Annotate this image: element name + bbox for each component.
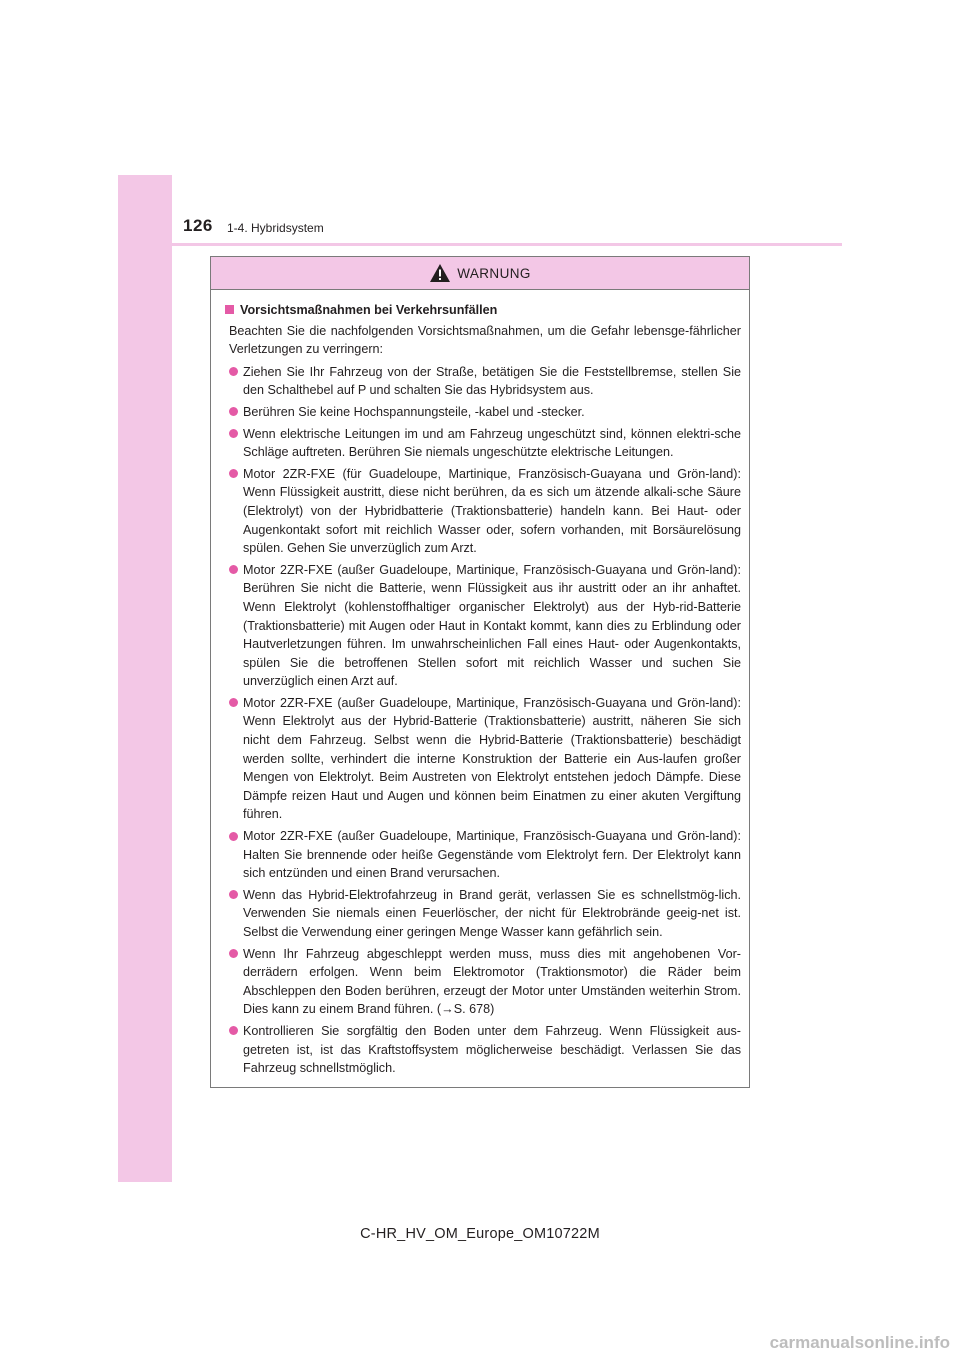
bullet-dot-icon — [229, 407, 238, 416]
bullet-dot-icon — [229, 469, 238, 478]
list-item-text: Motor 2ZR-FXE (außer Guadeloupe, Martinique, Französisch-Guayana und Grön-land): Wenn Elektrolyt aus der Hybrid-Batterie (Traktionsbatterie) austritt, näheren Sie sich nicht dem Fahrzeug. Selbst wenn die Hybrid-Batterie (Traktionsbatterie) beschädigt werden sollte, verhindert die interne Konstruktion der Batterie ein Aus-laufen großer Mengen von Elektrolyt. Beim Austreten von Elektrolyt entstehen jedoch Dämpfe. Diese Dämpfe reizen Haut und Augen und können beim Einatmen zu einer akuten Vergiftung führen. — [243, 695, 741, 822]
warning-body — [211, 290, 749, 1078]
list-item — [225, 425, 741, 462]
list-item-text: Kontrollieren Sie sorgfältig den Boden unter dem Fahrzeug. Wenn Flüssigkeit aus-getreten ist, ist das Kraftstoffsystem möglicherweise beschädigt. Verlassen Sie das Fahrzeug schnellstmöglich. — [243, 1023, 741, 1076]
list-item — [225, 465, 741, 558]
list-item — [225, 945, 741, 1019]
bullet-dot-icon — [229, 949, 238, 958]
watermark: carmanualsonline.info — [769, 1333, 950, 1352]
section-title: 1-4. Hybridsystem — [227, 221, 324, 235]
document-code: C-HR_HV_OM_Europe_OM10722M — [360, 1226, 600, 1242]
list-item-text: Berühren Sie keine Hochspannungsteile, -kabel und -stecker. — [243, 404, 585, 419]
bullet-dot-icon — [229, 565, 238, 574]
side-tab-band — [118, 175, 172, 1182]
list-item-text: Wenn das Hybrid-Elektrofahrzeug in Brand gerät, verlassen Sie es schnellstmög-lich. Verwenden Sie niemals einen Feuerlöscher, der nicht für Elektrobrände geeig-net ist. Selbst die Verwendung einer geringen Menge Wasser kann gefährlich sein. — [243, 887, 741, 939]
list-item-text: Motor 2ZR-FXE (für Guadeloupe, Martinique, Französisch-Guayana und Grön-land): Wenn Flüssigkeit austritt, diese nicht berühren, da es sich um ätzende alkali-sche Säure (Elektrolyt) von der Hybridbatterie (Traktionsbatterie) handeln kann. Bei Haut- oder Augenkontakt sofort mit reichlich Wasser oder, sofern vorhanden, mit Borsäurelösung spülen. Gehen Sie unverzüglich zum Arzt. — [243, 466, 741, 556]
bullet-dot-icon — [229, 1026, 238, 1035]
warning-header — [211, 257, 749, 290]
list-item — [225, 694, 741, 824]
list-item — [225, 1022, 741, 1078]
warning-subheading-text: Vorsichtsmaßnahmen bei Verkehrsunfällen — [240, 303, 498, 317]
list-item-text: Wenn elektrische Leitungen im und am Fahrzeug ungeschützt sind, können elektri-sche Schläge auftreten. Berühren Sie niemals ungeschützte elektrische Leitungen. — [243, 426, 741, 460]
bullet-dot-icon — [229, 890, 238, 899]
bullet-dot-icon — [229, 367, 238, 376]
bullet-dot-icon — [229, 832, 238, 841]
warning-box — [210, 256, 750, 1088]
list-item — [225, 403, 741, 422]
warning-subheading — [225, 301, 741, 320]
page-number: 126 — [183, 216, 213, 235]
list-item-text: Motor 2ZR-FXE (außer Guadeloupe, Martinique, Französisch-Guayana und Grön-land): Halten Sie brennende oder heiße Gegenstände vom Elektrolyt fern. Der Elektrolyt kann sich entzünden und einen Brand verursachen. — [243, 829, 741, 881]
warning-title: WARNUNG — [457, 265, 531, 281]
bullet-dot-icon — [229, 698, 238, 707]
list-item-text: Ziehen Sie Ihr Fahrzeug von der Straße, betätigen Sie die Feststellbremse, stellen Sie den Schalthebel auf P und schalten Sie das Hybridsystem aus. — [243, 364, 741, 398]
square-bullet-icon — [225, 305, 234, 314]
list-item-text: Motor 2ZR-FXE (außer Guadeloupe, Martinique, Französisch-Guayana und Grön-land): Berühren Sie nicht die Batterie, wenn Flüssigkeit aus ihr austritt oder an ihr anhaftet. Wenn Elektrolyt (kohlenstoffhaltiger organischer Elektrolyt) aus der Hyb-rid-Batterie (Traktionsbatterie) mit Augen oder Haut in Kontakt kommt, kann dies zu Erblindung oder Hautverletzungen führen. Im unwahrscheinlichen Fall eines Haut- oder Augenkontakts, spülen Sie die betroffenen Stellen sofort mit reichlich Wasser und suchen Sie unverzüglich einen Arzt auf. — [243, 562, 741, 689]
list-item — [225, 886, 741, 942]
warning-intro: Beachten Sie die nachfolgenden Vorsichtsmaßnahmen, um die Gefahr lebensge-fährlicher Verletzungen zu verringern: — [229, 323, 741, 357]
list-item — [225, 363, 741, 400]
list-item — [225, 827, 741, 883]
list-item — [225, 561, 741, 691]
header-rule — [172, 243, 842, 246]
warning-triangle-icon — [429, 263, 451, 283]
list-item-text: Wenn Ihr Fahrzeug abgeschleppt werden muss, muss dies mit angehobenen Vor-derrädern erfolgen. Wenn beim Elektromotor (Traktionsmotor) die Räder beim Abschleppen den Boden berühren, erzeugt der Motor unter Umständen weiterhin Strom. Dies kann zu einem Brand führen. (→S. 678) — [243, 946, 741, 1017]
bullet-dot-icon — [229, 429, 238, 438]
